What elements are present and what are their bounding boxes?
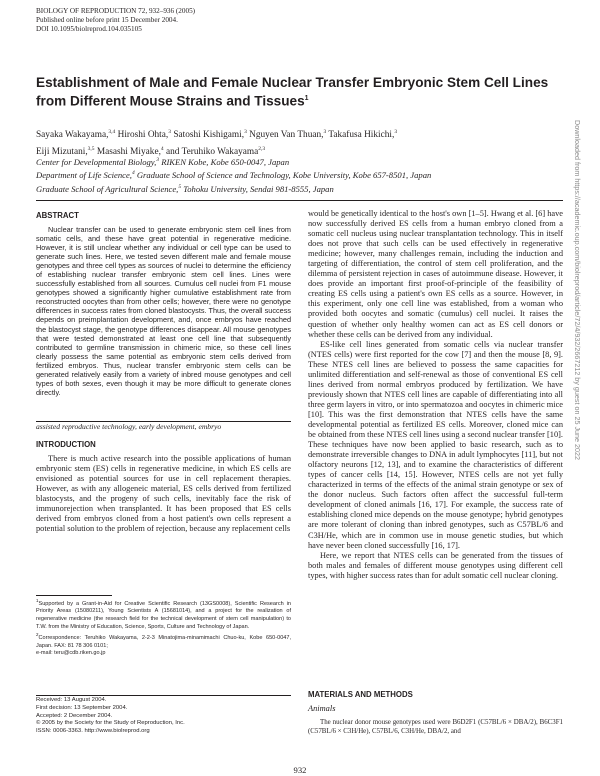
header-divider [36, 200, 563, 201]
affiliation-line-2 [36, 168, 576, 181]
footnotes [36, 597, 291, 658]
affiliation-name: Graduate School of Agricultural Science, [36, 183, 179, 194]
author-affiliation-mark: 3,4 [108, 129, 116, 135]
animals-subheading: Animals [308, 704, 336, 713]
author-name: Hiroshi Ohta, [117, 130, 169, 141]
author-affiliation-mark: 3,5 [87, 145, 95, 152]
paragraph: would be genetically identical to the host's own [1–5]. Hwang et al. [6] have now successfully derived ES cells from a human embryo cloned from a somatic cell nucleus using nuclear transplantation technology. This in itself does not prove that such cells can be used effectively in regenerative medicine; however, many challenges remain, including the induction and targeting of differentiation, the control of stem cell proliferation, and the dilemma of persistent rejection in cases of autoimmune disease. However, it does provide an important first proof-of-principle of the feasibility of creating ES cells using a patient's own ES cells as a source. However, in this experiment, only one cell line was established, from a woman who provided both oocytes and somatic (cumulus) cell nuclei. It raises the question of whether only healthy women can act as ES cell donors or whether these cells can be derived from any individual. [308, 209, 563, 339]
author-affiliation-mark: 3 [244, 129, 247, 135]
title-footnote-mark: 1 [304, 95, 309, 103]
article-title [36, 75, 556, 110]
author-affiliation-mark: 3 [394, 129, 398, 135]
affiliations [36, 155, 576, 195]
footnote-correspondence [36, 631, 291, 658]
footnote-text: Supported by a Grant-in-Aid for Creative Scientific Research (13GS0008), Scientific Research in Priority Areas (15080211), Young Scientists A (15681014), and a project for the realization of regenerative medicine (the research field for the technical development of stem cell manipulation) to T.W. from the Ministry of Education, Science, Sports, Culture and Technology of Japan. [36, 600, 291, 630]
animals-text: The nuclear donor mouse genotypes used were B6D2F1 (C57BL/6 × DBA/2), B6C3F1 (C57BL/6 × C3H/He), C57BL/6, C3H/He, DBA/2, and [308, 719, 563, 735]
introduction-heading: INTRODUCTION [36, 440, 96, 449]
affiliation-name: Center for Developmental Biology, [36, 156, 157, 167]
paragraph: Here, we report that NTES cells can be generated from the tissues of both males and females of different mouse genotypes using different cell types, with higher success rates than for adult somatic cell nuclear cloning. [308, 550, 563, 580]
publication-history [36, 697, 291, 736]
affiliation-line-3 [36, 182, 576, 195]
first-decision-date: First decision: 13 September 2004. [36, 704, 128, 711]
doi-line: DOI 10.1095/biolreprod.104.035105 [36, 25, 142, 34]
affiliation-line-1 [36, 155, 576, 168]
author-name: Eiji Mizutani, [36, 146, 88, 157]
author-affiliation-mark: 3 [323, 129, 327, 135]
author-name: Nguyen Van Thuan, [249, 130, 324, 141]
footnote-mark: 1 [36, 598, 39, 603]
keywords: assisted reproductive technology, early development, embryo [36, 422, 222, 431]
title-line-1: Establishment of Male and Female Nuclear Transfer Embryonic Stem Cell Lines [36, 75, 549, 90]
journal-citation: BIOLOGY OF REPRODUCTION 72, 932–936 (2005) [36, 7, 196, 15]
author-affiliation-mark: 2,3 [258, 145, 266, 152]
author-name: Sayaka Wakayama, [36, 130, 109, 141]
introduction-text: There is much active research into the possible applications of human embryonic stem (ES) cells in regenerative medicine, in which ES cells are envisioned as potential sources for use in cell replacement therapies. However, as with any allogeneic material, ES cells derived from fertilized blastocysts, and the progeny of such cells, inevitably face the risk of immunorejection when transplanted. It has been proposed that ES cells derived from embryos cloned from a host patient's own cells represent a potential solution to the problem of rejection, because any replacement cells [36, 454, 291, 534]
issn-line: ISSN: 0006-3363. http://www.biolreprod.org [36, 728, 150, 735]
author-name: Satoshi Kishigami, [173, 130, 245, 141]
footnote-divider [36, 595, 112, 596]
footnote-funding [36, 597, 291, 631]
correspondence-email: e-mail: teru@cdb.riken.go.jp [36, 650, 106, 657]
affiliation-mark: 4 [131, 170, 135, 177]
abstract-text: Nuclear transfer can be used to generate embryonic stem cell lines from somatic cells, and these have great potential in regenerative medicine. However, it is still unclear whether any individual or cell type can be used to generate such lines. Here, we tested seven different male and female mouse genotypes and three cell types as sources of nuclei to determine the efficiency of establishing nuclear transfer embryonic stem cell lines. Lines were successfully established from all sources. Cumulus cell nuclei from F1 mouse genotypes showed a significantly higher cumulative establishment rate from reconstructed oocytes than from other cells; however, there were no genotype differences in success rates from cloned blastocysts. Thus, the overall success depends on preimplantation development, and, once embryos have reached the blastocyst stage, the genotype differences disappear. All mouse genotypes that were tested demonstrated at least one cell line that subsequently contributed to germline transmission in chimeric mice, so these cell lines clearly possess the same potential as embryonic stem cells derived from fertilized embryos. Thus, nuclear transfer embryonic stem cells can be generated relatively easily from a variety of inbred mouse genotypes and cell types of both sexes, even though it may be more difficult to generate clones directly. [36, 225, 291, 397]
publication-date: Published online before print 15 December 2004. [36, 16, 178, 25]
received-date: Received: 13 August 2004. [36, 697, 107, 703]
journal-header [36, 7, 336, 35]
abstract-heading: ABSTRACT [36, 211, 79, 220]
affiliation-mark: 5 [178, 183, 182, 190]
author-affiliation-mark: 4 [160, 145, 164, 152]
affiliation-address: Tohoku University, Sendai 981-8555, Japan [181, 183, 334, 194]
title-line-2: from Different Mouse Strains and Tissues [36, 93, 305, 109]
affiliation-address: Graduate School of Science and Technology, Kobe University, Kobe 657-8501, Japan [134, 170, 432, 181]
footnote-mark: 2 [36, 632, 39, 638]
affiliation-name: Department of Life Science, [36, 170, 132, 181]
copyright-line: © 2005 by the Society for the Study of Reproduction, Inc. [36, 720, 185, 727]
author-name: and Teruhiko Wakayama [165, 146, 259, 157]
right-column-text [308, 209, 563, 581]
affiliation-address: RIKEN Kobe, Kobe 650-0047, Japan [159, 156, 290, 167]
paragraph: ES-like cell lines generated from somatic cells via nuclear transfer (NTES cells) were first reported for the cow [7] and then the mouse [8, 9]. These NTES cell lines are believed to possess the same capacities for unlimited differentiation and self-renewal as those of conventional ES cell lines derived from normal embryos produced by fertilization. We have previously shown that NTES cell lines are capable of differentiating into all three germ layers in vitro, or into spermatozoa and oocytes in chimeric mice [10]. This was the first demonstration that NTES cells have the same developmental potential as fertilized ES cells. Moreover, cloned mice can be obtained from these NTES cell lines using a second nuclear transfer [10]. These techniques have now been applied to basic research, such as to demonstrate irreversible changes to DNA in adult lymphocytes [11], but not olfactory neurons [12, 13], and to examine the characteristics of different types of cancer cells [14, 15]. However, NTES cells are not yet fully characterized in terms of the effects of the animal strain genotype or sex of the donor nucleus. Such factors often affect the successful full-term development of cloned animals [16, 17]. For example, the success rate of establishing cloned mice depends on the mouse genotype; hybrid genotypes are more tolerant of cloning than inbred genotypes, such as C57BL/6 and C3H/He, which are in common use in mouse genetic studies, but which have never been cloned successfully [16, 17]. [308, 339, 563, 550]
author-name: Masashi Miyake, [96, 146, 161, 157]
download-watermark: Downloaded from https://academic.oup.com/biolreprod/article/72/4/932/2667212 by guest on 25 June 2022 [573, 120, 582, 461]
received-divider [36, 695, 291, 696]
author-affiliation-mark: 3 [168, 129, 171, 135]
footnote-text: Correspondence: Teruhiko Wakayama, 2-2-3 Minatojima-minamimachi Chuo-ku, Kobe 650-0047, Japan. FAX: 81 78 306 0101; [36, 635, 291, 649]
author-line-1 [36, 126, 576, 143]
author-name: Takafusa Hikichi, [328, 130, 395, 141]
page-number: 932 [293, 765, 307, 775]
affiliation-mark: 3 [156, 157, 160, 163]
methods-heading: MATERIALS AND METHODS [308, 690, 413, 699]
accepted-date: Accepted: 2 December 2004. [36, 712, 113, 719]
